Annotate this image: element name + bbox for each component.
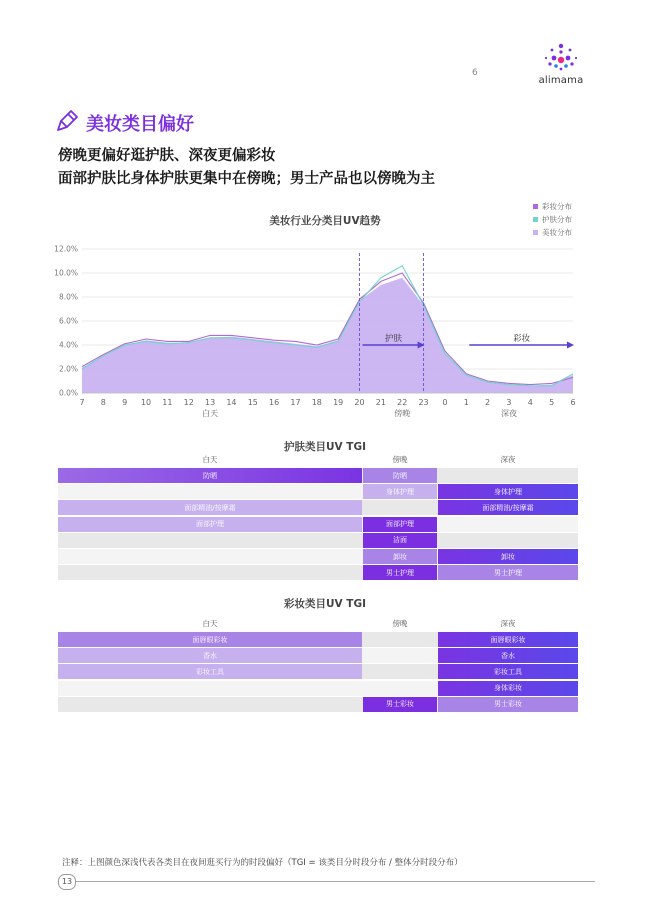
y-tick-label: 4.0% <box>58 340 78 350</box>
legend-label-beauty: 美妆分布 <box>542 228 572 237</box>
tgi-cell-night: 身体彩妆 <box>438 681 578 696</box>
legend-label-skincare: 护肤分布 <box>542 215 572 224</box>
tgi-row <box>58 681 578 696</box>
tgi-cell-eve: 防晒 <box>363 468 437 483</box>
chart-legend <box>533 200 572 239</box>
tgi-cell-eve: 男士彩妆 <box>363 697 437 712</box>
series-area-beauty <box>82 278 573 393</box>
tgi-row <box>58 517 578 532</box>
x-tick-label: 17 <box>290 398 301 407</box>
x-tick-label: 4 <box>527 398 533 407</box>
x-tick-label: 1 <box>463 398 469 407</box>
y-tick-label: 6.0% <box>58 316 78 326</box>
page-number-bottom: 13 <box>58 874 76 890</box>
tgi-cell-day: 面唇眼彩妆 <box>58 632 362 647</box>
tgi-row <box>58 533 578 548</box>
y-tick-label: 10.0% <box>54 268 78 278</box>
x-tick-label: 18 <box>311 398 322 407</box>
x-tick-label: 0 <box>442 398 448 407</box>
tgi-cell-night: 彩妆工具 <box>438 664 578 679</box>
tgi-cell-eve: 洁面 <box>363 533 437 548</box>
y-tick-label: 12.0% <box>54 244 78 254</box>
period-label: 白天 <box>202 409 219 418</box>
tgi-column-header: 深夜 <box>500 455 516 464</box>
tgi-cell-night: 面部精油/按摩霜 <box>438 500 578 515</box>
tgi-row <box>58 565 578 580</box>
tgi-row <box>58 484 578 499</box>
tgi-cell-night: 香水 <box>438 648 578 663</box>
legend-swatch-beauty <box>533 230 538 235</box>
tgi-cell-day: 香水 <box>58 648 362 663</box>
tgi-row <box>58 549 578 564</box>
chart-title: 美妆行业分类目UV趋势 <box>269 215 381 227</box>
tgi-cell-night: 身体护理 <box>438 484 578 499</box>
period-label: 深夜 <box>500 409 517 418</box>
tgi-cell-eve: 身体护理 <box>363 484 437 499</box>
tgi-cell-day: 面部精油/按摩霜 <box>58 500 362 515</box>
brush-icon <box>56 108 80 132</box>
tgi-makeup-title: 彩妆类目UV TGI <box>284 598 366 610</box>
x-tick-label: 2 <box>485 398 491 407</box>
x-tick-label: 9 <box>122 398 128 407</box>
tgi-cell-night: 卸妆 <box>438 549 578 564</box>
tgi-row <box>58 648 578 663</box>
y-tick-label: 0.0% <box>58 388 78 398</box>
annotation-arrowhead <box>567 342 574 349</box>
legend-label-makeup: 彩妆分布 <box>542 202 572 211</box>
tgi-skincare-title: 护肤类目UV TGI <box>284 441 366 453</box>
x-tick-label: 13 <box>204 398 216 407</box>
tgi-column-header: 白天 <box>202 619 218 628</box>
tgi-cell-eve: 面部护理 <box>363 517 437 532</box>
tgi-row <box>58 697 578 712</box>
tgi-column-header: 白天 <box>202 455 218 464</box>
tgi-row <box>58 632 578 647</box>
x-tick-label: 16 <box>269 398 280 407</box>
x-tick-label: 19 <box>333 398 344 407</box>
footnote: 注释：上图颜色深浅代表各类目在夜间逛买行为的时段偏好（TGI = 该类目分时段分布 / 整体分时段分布） <box>62 858 463 868</box>
x-tick-label: 11 <box>162 398 173 407</box>
annotation-label: 彩妆 <box>513 334 531 344</box>
headline-1: 傍晚更偏好逛护肤、深夜更偏彩妆 <box>58 148 276 164</box>
annotation-label: 护肤 <box>385 334 403 344</box>
x-tick-label: 20 <box>354 398 365 407</box>
legend-swatch-makeup <box>533 204 538 209</box>
y-tick-label: 8.0% <box>58 292 78 302</box>
tgi-row <box>58 468 578 483</box>
tgi-cell-eve: 男士护理 <box>363 565 437 580</box>
uv-trend-chart <box>40 238 590 423</box>
x-tick-label: 7 <box>79 398 85 407</box>
x-tick-label: 22 <box>397 398 408 407</box>
page-number-top: 6 <box>472 68 478 78</box>
tgi-cell-day: 面部护理 <box>58 517 362 532</box>
x-tick-label: 12 <box>183 398 194 407</box>
tgi-cell-night: 面唇眼彩妆 <box>438 632 578 647</box>
tgi-cell-day: 防晒 <box>58 468 362 483</box>
x-tick-label: 23 <box>418 398 429 407</box>
tgi-cell-day: 彩妆工具 <box>58 664 362 679</box>
x-tick-label: 3 <box>506 398 512 407</box>
tgi-cell-eve: 卸妆 <box>363 549 437 564</box>
x-tick-label: 21 <box>375 398 386 407</box>
x-tick-label: 14 <box>226 398 237 407</box>
legend-item-skincare <box>533 213 572 226</box>
tgi-column-header: 傍晚 <box>392 455 408 464</box>
section-title: 美妆类目偏好 <box>86 114 194 135</box>
legend-item-makeup <box>533 200 572 213</box>
x-tick-label: 6 <box>570 398 576 407</box>
headline-2: 面部护肤比身体护肤更集中在傍晚；男士产品也以傍晚为主 <box>58 171 435 187</box>
footer-divider <box>75 881 595 882</box>
tgi-row <box>58 664 578 679</box>
x-tick-label: 15 <box>247 398 258 407</box>
tgi-cell-night: 男士彩妆 <box>438 697 578 712</box>
y-tick-label: 2.0% <box>58 364 78 374</box>
x-tick-label: 5 <box>549 398 555 407</box>
tgi-cell-night: 男士护理 <box>438 565 578 580</box>
x-tick-label: 10 <box>140 398 152 407</box>
x-tick-label: 8 <box>100 398 106 407</box>
tgi-row <box>58 500 578 515</box>
tgi-column-header: 傍晚 <box>392 619 408 628</box>
tgi-column-header: 深夜 <box>500 619 516 628</box>
period-label: 傍晚 <box>394 409 411 418</box>
legend-swatch-skincare <box>533 217 538 222</box>
logo-text: alimama <box>538 75 584 86</box>
